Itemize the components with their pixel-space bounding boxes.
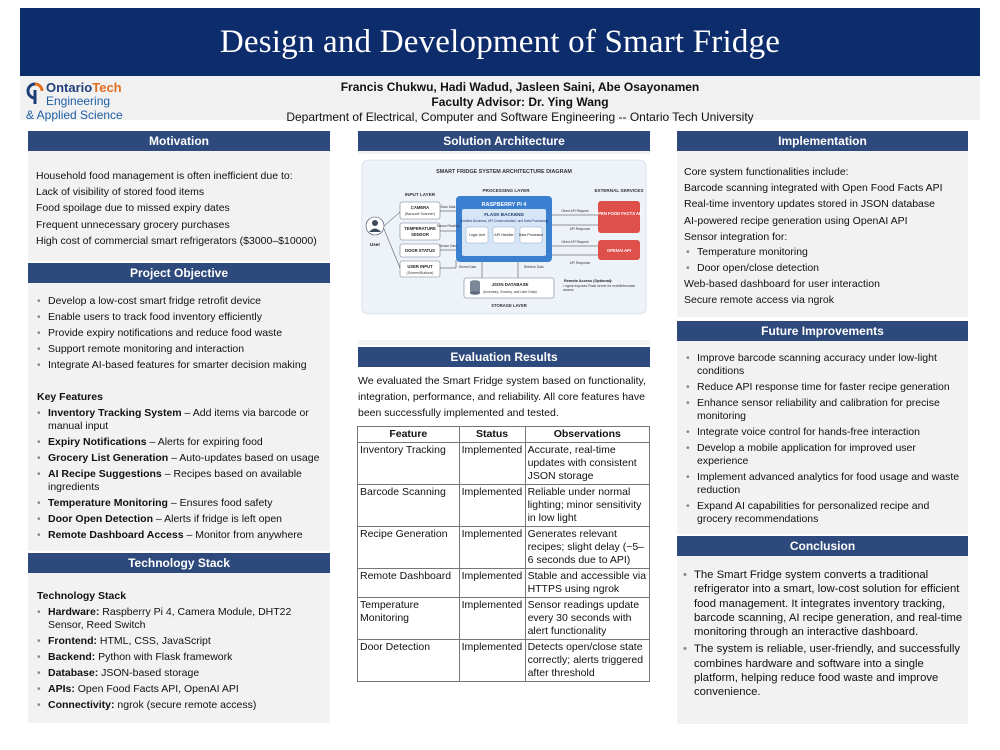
motivation-panel [28, 151, 330, 261]
university-logo [26, 80, 156, 122]
camera-label: CAMERA [410, 205, 430, 210]
poster-title: Design and Development of Smart Fridge [219, 23, 781, 60]
feature-name: Expiry Notifications [48, 436, 147, 448]
open-food-facts-label: OPEN FOOD FACTS API [594, 211, 644, 216]
key-features-list [34, 407, 320, 545]
tech-name: Database: [48, 667, 99, 679]
list-item: Core system functionalities include: [684, 166, 849, 178]
table-cell: Recipe Generation [358, 527, 460, 569]
list-item [34, 667, 314, 680]
list-item: • Develop a low-cost smart fridge retrofit device [34, 295, 326, 308]
list-item: • Integrate voice control for hands-free interaction [683, 426, 961, 439]
list-item: Secure remote access via ngrok [684, 294, 834, 307]
list-item: • Door open/close detection [683, 262, 819, 275]
user-icon [366, 217, 384, 235]
list-item [34, 651, 314, 664]
implementation-heading: Implementation [677, 131, 968, 151]
tech-name: APIs: [48, 683, 75, 695]
tech-desc: HTML, CSS, JavaScript [97, 635, 211, 647]
list-item [34, 436, 320, 449]
conclusion-panel [677, 556, 968, 724]
ontario-tech-logo-icon [26, 82, 44, 106]
feature-desc: – Ensures food safety [167, 497, 273, 509]
list-item: • Temperature monitoring [683, 246, 819, 259]
table-cell: Implemented [459, 598, 525, 640]
list-item [34, 468, 320, 494]
objective-heading: Project Objective [28, 263, 330, 283]
table-cell: Implemented [459, 443, 525, 485]
table-cell: Detects open/close state correctly; alerts triggered after threshold [525, 640, 649, 682]
table-cell: Implemented [459, 527, 525, 569]
diagram-title: SMART FRIDGE SYSTEM ARCHITECTURE DIAGRAM [436, 169, 572, 175]
column-header-observations: Observations [525, 427, 649, 443]
tech-panel [28, 573, 330, 723]
feature-desc: – Recipes based on available ingredients [48, 468, 302, 493]
table-cell: Stable and accessible via HTTPS using ngrok [525, 569, 649, 598]
list-item: • Implement advanced analytics for food usage and waste reduction [683, 471, 961, 497]
json-database-sublabel: (Inventory, Grocery, and User Data) [483, 290, 537, 294]
table-cell: Reliable under normal lighting; minor sensitivity in low light [525, 485, 649, 527]
input-layer-label: INPUT LAYER [404, 192, 436, 197]
user-input-label: USER INPUT [407, 264, 433, 269]
sensor-reading-label: Sensor Reading [436, 224, 460, 228]
direct-api-request-label-1: Direct API Request [561, 209, 589, 213]
table-cell: Door Detection [358, 640, 460, 682]
api-response-label-2: API Response [569, 261, 591, 265]
implementation-panel [677, 151, 968, 317]
list-item: • Provide expiry notifications and reduce food waste [34, 327, 326, 340]
list-item: • The system is reliable, user-friendly, and successfully combines hardware and software into a single platform, helping reduce food waste and improve convenience. [680, 642, 965, 699]
flask-backend-label: FLASK BACKEND [484, 212, 524, 217]
list-item: • Integrate AI-based features for smarter decision making [34, 359, 326, 372]
tech-subheading: Technology Stack [37, 590, 127, 602]
feature-name: Remote Dashboard Access [48, 529, 184, 541]
list-item [34, 606, 314, 632]
list-item [34, 683, 314, 696]
table-row [358, 485, 650, 527]
table-cell: Accurate, real-time updates with consistent JSON storage [525, 443, 649, 485]
list-item: Barcode scanning integrated with Open Food Facts API [684, 182, 943, 195]
implementation-list [684, 164, 943, 245]
list-item [34, 529, 320, 542]
department: Department of Electrical, Computer and Software Engineering -- Ontario Tech University [286, 110, 754, 124]
storage-layer-label: STORAGE LAYER [491, 303, 527, 308]
tech-desc: Python with Flask framework [95, 651, 233, 663]
camera-sublabel: (Barcode Scanner) [404, 212, 436, 216]
flask-backend-sublabel: (Handles Business, API Communication, and Data Processing) [459, 219, 549, 223]
external-services-label: EXTERNAL SERVICES [594, 188, 644, 193]
table-cell: Implemented [459, 640, 525, 682]
tech-name: Connectivity: [48, 699, 115, 711]
future-list [683, 352, 961, 529]
list-item: Household food management is often inefficient due to: [36, 170, 293, 182]
feature-name: Grocery List Generation [48, 452, 169, 464]
list-item: High cost of commercial smart refrigerators ($3000–$10000) [36, 234, 317, 247]
title-bar [20, 8, 980, 76]
user-input-sublabel: (Screen/Buttons) [406, 271, 434, 275]
tech-list [34, 606, 314, 715]
door-status-label: DOOR STATUS [405, 248, 435, 253]
tech-name: Backend: [48, 651, 96, 663]
feature-name: Door Open Detection [48, 513, 154, 525]
implementation-list-after [684, 276, 880, 308]
table-cell: Temperature Monitoring [358, 598, 460, 640]
list-item [34, 497, 320, 510]
future-panel [677, 341, 968, 534]
scan-data-label: Scan Data [440, 205, 456, 209]
list-item: Real-time inventory updates stored in JSON database [684, 198, 935, 211]
list-item: • The Smart Fridge system converts a traditional refrigerator into a smart, low-cost solution for efficient food management. It integrates inventory tracking, barcode scanning, AI recipe generation, and real-time monitoring through an interactive dashboard. [680, 568, 965, 639]
feature-name: AI Recipe Suggestions [48, 468, 162, 480]
tech-desc: ngrok (secure remote access) [114, 699, 257, 711]
evaluation-heading: Evaluation Results [358, 347, 650, 367]
json-database-label: JSON DATABASE [491, 282, 529, 287]
list-item [34, 407, 320, 433]
table-row [358, 598, 650, 640]
motivation-heading: Motivation [28, 131, 330, 151]
authors: Francis Chukwu, Hadi Wadud, Jasleen Saini, Abe Osayonamen [340, 80, 700, 94]
feature-desc: – Alerts for expiring food [146, 436, 263, 448]
remote-access-note [563, 284, 643, 300]
logo-text-ontario: Ontario [46, 80, 93, 95]
objective-list [34, 295, 326, 375]
table-cell: Barcode Scanning [358, 485, 460, 527]
logo-wordmark [46, 80, 122, 95]
feature-desc: – Auto-updates based on usage [168, 452, 320, 464]
feature-name: Inventory Tracking System [48, 407, 182, 419]
table-row [358, 569, 650, 598]
list-item: Sensor integration for: [684, 230, 788, 243]
data-processor-label: Data Processor [518, 233, 544, 237]
processing-layer-label: PROCESSING LAYER [482, 188, 530, 193]
stored-data-label: Stored Data [458, 265, 476, 269]
tech-heading: Technology Stack [28, 553, 330, 573]
column-header-status: Status [459, 427, 525, 443]
feature-desc: – Monitor from anywhere [183, 529, 303, 541]
feature-desc: – Alerts if fridge is left open [153, 513, 282, 525]
list-item: • Reduce API response time for faster recipe generation [683, 381, 961, 394]
list-item: • Develop a mobile application for improved user experience [683, 442, 961, 468]
openai-api-label: OPENAI API [606, 248, 632, 253]
conclusion-heading: Conclusion [677, 536, 968, 556]
tech-desc: JSON-based storage [98, 667, 200, 679]
remote-access-sublabel: • ngrok exposes Flask server for mobile/browser access [563, 284, 636, 293]
objective-panel [28, 283, 330, 551]
architecture-diagram [358, 154, 650, 340]
list-item: • Enable users to track food inventory efficiently [34, 311, 326, 324]
api-handler-label: API Handler [494, 233, 514, 237]
sensor-sublist [683, 246, 819, 278]
list-item [34, 635, 314, 648]
architecture-heading: Solution Architecture [358, 131, 650, 151]
table-cell: Inventory Tracking [358, 443, 460, 485]
list-item: Frequent unnecessary grocery purchases [36, 218, 230, 231]
tech-name: Frontend: [48, 635, 97, 647]
table-cell: Generates relevant recipes; slight delay (~5–6 seconds due to API) [525, 527, 649, 569]
retrieve-data-label: Retrieve Data [524, 265, 544, 269]
evaluation-intro: We evaluated the Smart Fridge system based on functionality, integration, performance, and reliability. All core features have been successfully implemented and tested. [358, 375, 646, 419]
key-features-heading: Key Features [37, 391, 103, 403]
logo-text-engineering: Engineering [46, 94, 111, 108]
feature-desc: – Add items via barcode or manual input [48, 407, 309, 432]
logo-text-applied-science: & Applied Science [26, 108, 123, 122]
list-item: AI-powered recipe generation using OpenAI API [684, 214, 908, 227]
list-item [34, 699, 314, 712]
direct-api-request-label-2: Direct API Request [561, 240, 589, 244]
tech-desc: Open Food Facts API, OpenAI API [74, 683, 239, 695]
future-heading: Future Improvements [677, 321, 968, 341]
open-food-facts-box [598, 201, 640, 233]
conclusion-list [680, 568, 965, 703]
tech-name: Hardware: [48, 606, 100, 618]
feature-name: Temperature Monitoring [48, 497, 168, 509]
list-item: Web-based dashboard for user interaction [684, 278, 880, 290]
list-item: • Improve barcode scanning accuracy under low-light conditions [683, 352, 961, 378]
logic-unit-label: Logic Unit [469, 233, 485, 237]
list-item: • Expand AI capabilities for personalized recipe and grocery recommendations [683, 500, 961, 526]
table-cell: Remote Dashboard [358, 569, 460, 598]
table-cell: Sensor readings update every 30 seconds with alert functionality [525, 598, 649, 640]
column-header-feature: Feature [358, 427, 460, 443]
evaluation-table [357, 426, 650, 682]
motivation-list [36, 168, 317, 249]
list-item [34, 513, 320, 526]
sensor-label: SENSOR [411, 232, 429, 237]
list-item: • Support remote monitoring and interaction [34, 343, 326, 356]
logo-text-tech: Tech [92, 80, 122, 95]
faculty-advisor: Faculty Advisor: Dr. Ying Wang [431, 95, 609, 109]
user-label: User [369, 242, 381, 247]
raspberry-pi-label: RASPBERRY PI 4 [481, 202, 527, 208]
api-response-label-1: API Response [569, 227, 591, 231]
database-icon [470, 280, 480, 295]
table-row [358, 527, 650, 569]
list-item [34, 452, 320, 465]
list-item: Lack of visibility of stored food items [36, 186, 205, 199]
table-row [358, 443, 650, 485]
table-row [358, 640, 650, 682]
table-cell: Implemented [459, 485, 525, 527]
temperature-label: TEMPERATURE [404, 226, 436, 231]
table-header-row [358, 427, 650, 443]
table-cell: Implemented [459, 569, 525, 598]
sensor-data-label: Sensor Data [439, 244, 457, 248]
tech-desc: Raspberry Pi 4, Camera Module, DHT22 Sensor, Reed Switch [48, 606, 292, 631]
header-band [20, 76, 980, 124]
list-item: • Enhance sensor reliability and calibration for precise monitoring [683, 397, 961, 423]
list-item: Food spoilage due to missed expiry dates [36, 202, 230, 215]
remote-access-label: Remote Access (Optional): [564, 279, 613, 283]
author-block [220, 80, 820, 124]
